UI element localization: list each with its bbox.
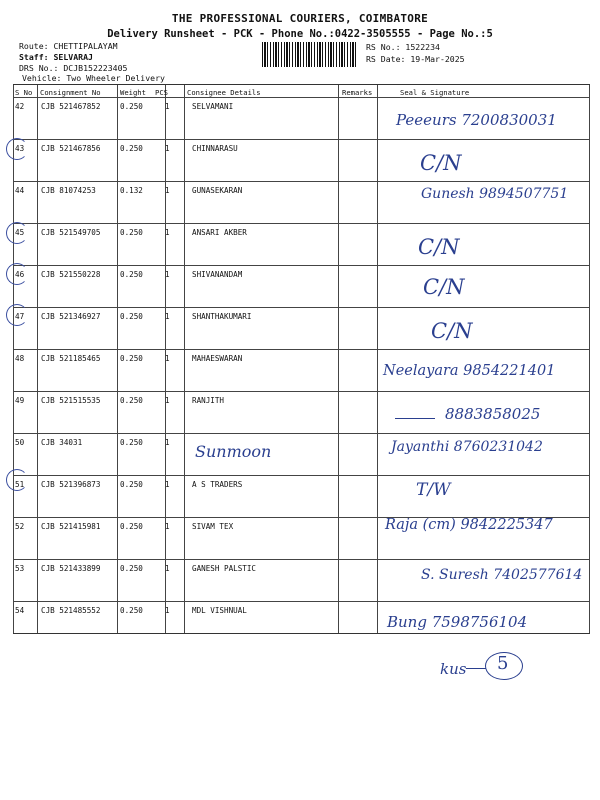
row-signature: T/W (416, 480, 451, 500)
row-consignee: MDL VISHNUAL (192, 606, 247, 615)
row-weight: 0.250 (120, 396, 143, 405)
row-consignment: CJB 521346927 (41, 312, 101, 321)
row-pcs: 1 (165, 396, 170, 405)
row-consignment: CJB 521185465 (41, 354, 101, 363)
row-signature: Peeeurs 7200830031 (396, 111, 557, 129)
row-consignee: MAHAESWARAN (192, 354, 243, 363)
footer-initials: kus (440, 660, 467, 678)
rs-number: RS No.: 1522234 (366, 42, 440, 52)
row-sno: 42 (15, 102, 25, 111)
row-consignee: CHINNARASU (192, 144, 238, 153)
row-signature: Raja (cm) 9842225347 (385, 517, 553, 533)
row-sno: 49 (15, 396, 25, 405)
row-weight: 0.250 (120, 144, 143, 153)
row-pcs: 1 (165, 186, 170, 195)
footer-count: 5 (497, 653, 509, 674)
col-pcs: PCS (155, 88, 168, 97)
row-signature: C/N (418, 235, 460, 259)
row-pcs: 1 (165, 438, 170, 447)
row-consignee: SELVAMANI (192, 102, 234, 111)
row-consignment: CJB 521549705 (41, 228, 101, 237)
runsheet-title: Delivery Runsheet - PCK - Phone No.:0422-3505555 - Page No.:5 (107, 28, 493, 40)
row-signature: C/N (420, 151, 462, 175)
sno-mark-circle (6, 263, 28, 285)
row-weight: 0.250 (120, 606, 143, 615)
row-consignee: A S TRADERS (192, 480, 243, 489)
row-consignee: ANSARI AKBER (192, 228, 247, 237)
row-consignment: CJB 81074253 (41, 186, 96, 195)
row-signature: C/N (423, 275, 465, 299)
row-weight: 0.250 (120, 312, 143, 321)
row-weight: 0.250 (120, 438, 143, 447)
row-pcs: 1 (165, 564, 170, 573)
col-remarks: Remarks (342, 88, 373, 97)
row-consignee: RANJITH (192, 396, 225, 405)
row-pcs: 1 (165, 606, 170, 615)
row-consignee: GUNASEKARAN (192, 186, 243, 195)
row-signature: Gunesh 9894507751 (421, 186, 569, 202)
row-signature: C/N (431, 319, 473, 343)
row-handwritten-consignee: Sunmoon (195, 442, 272, 461)
company-title: THE PROFESSIONAL COURIERS, COIMBATORE (171, 12, 429, 25)
signature-stroke (395, 418, 435, 419)
col-consignment: Consignment No (40, 88, 101, 97)
row-pcs: 1 (165, 144, 170, 153)
row-weight: 0.250 (120, 522, 143, 531)
row-weight: 0.250 (120, 270, 143, 279)
row-consignment: CJB 34031 (41, 438, 83, 447)
col-consignee: Consignee Details (187, 88, 261, 97)
row-pcs: 1 (165, 228, 170, 237)
row-consignee: SIVAM TEX (192, 522, 234, 531)
row-weight: 0.132 (120, 186, 143, 195)
row-sno: 47 (15, 312, 25, 321)
row-sno: 48 (15, 354, 25, 363)
row-sno: 52 (15, 522, 25, 531)
row-weight: 0.250 (120, 480, 143, 489)
runsheet-table (13, 84, 590, 634)
row-pcs: 1 (165, 522, 170, 531)
staff-label: Staff: SELVARAJ (19, 52, 93, 62)
sno-mark-circle (6, 304, 28, 326)
rs-date: RS Date: 19-Mar-2025 (366, 54, 465, 64)
route-label: Route: CHETTIPALAYAM (19, 41, 118, 51)
row-consignment: CJB 521467856 (41, 144, 101, 153)
row-sno: 44 (15, 186, 25, 195)
row-consignee: SHANTHAKUMARI (192, 312, 252, 321)
row-weight: 0.250 (120, 564, 143, 573)
row-sno: 54 (15, 606, 25, 615)
row-pcs: 1 (165, 354, 170, 363)
row-weight: 0.250 (120, 228, 143, 237)
row-sno: 45 (15, 228, 25, 237)
sno-mark-circle (6, 222, 28, 244)
row-signature: Bung 7598756104 (387, 613, 528, 631)
row-weight: 0.250 (120, 354, 143, 363)
row-consignment: CJB 521485552 (41, 606, 101, 615)
row-sno: 51 (15, 480, 25, 489)
sno-mark-circle (6, 138, 28, 160)
row-consignment: CJB 521467852 (41, 102, 101, 111)
row-sno: 46 (15, 270, 25, 279)
row-pcs: 1 (165, 270, 170, 279)
col-seal: Seal & Signature (400, 88, 470, 97)
row-pcs: 1 (165, 480, 170, 489)
row-sno: 43 (15, 144, 25, 153)
row-signature: Jayanthi 8760231042 (391, 439, 543, 455)
drs-number: DRS No.: DCJB152223405 (19, 63, 128, 73)
footer-stroke (466, 668, 486, 669)
row-consignment: CJB 521433899 (41, 564, 101, 573)
vehicle-label: Vehicle: Two Wheeler Delivery (22, 73, 165, 83)
row-sno: 50 (15, 438, 25, 447)
row-consignment: CJB 521396873 (41, 480, 101, 489)
row-consignment: CJB 521415981 (41, 522, 101, 531)
sno-mark-circle (6, 469, 28, 491)
row-pcs: 1 (165, 102, 170, 111)
barcode (262, 42, 357, 67)
row-sno: 53 (15, 564, 25, 573)
row-consignee: GANESH PALSTIC (192, 564, 257, 573)
col-sno: S No (15, 88, 33, 97)
row-consignee: SHIVANANDAM (192, 270, 243, 279)
row-pcs: 1 (165, 312, 170, 321)
row-signature: S. Suresh 7402577614 (421, 567, 583, 583)
col-weight: Weight (120, 88, 146, 97)
row-consignment: CJB 521515535 (41, 396, 101, 405)
row-signature: Neelayara 9854221401 (383, 363, 556, 379)
row-consignment: CJB 521550228 (41, 270, 101, 279)
row-weight: 0.250 (120, 102, 143, 111)
row-signature: 8883858025 (445, 405, 541, 423)
